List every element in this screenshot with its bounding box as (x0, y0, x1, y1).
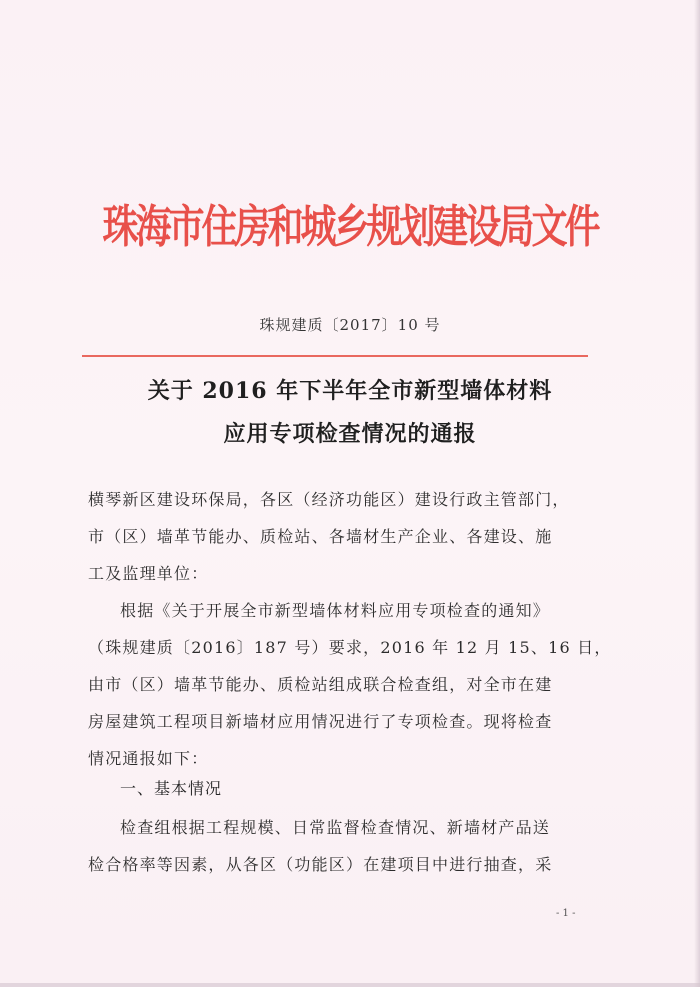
body-paragraph-2-line-2: 检合格率等因素，从各区（功能区）在建项目中进行抽查，采 (88, 855, 553, 874)
red-separator-line (82, 355, 588, 357)
body-line-recipients-2: 市（区）墙革节能办、质检站、各墙材生产企业、各建设、施 (88, 527, 553, 546)
body-paragraph-1-line-3: 由市（区）墙革节能办、质检站组成联合检查组，对全市在建 (88, 675, 553, 694)
page-bottom-shadow (0, 983, 700, 987)
body-paragraph-1-line-4: 房屋建筑工程项目新墙材应用情况进行了专项检查。现将检查 (88, 712, 553, 731)
body-paragraph-1-line-2: （珠规建质〔2016〕187 号）要求，2016 年 12 月 15、16 日， (88, 638, 612, 657)
body-paragraph-1-line-1: 根据《关于开展全市新型墙体材料应用专项检查的通知》 (120, 601, 551, 620)
document-title-line-2: 应用专项检查情况的通报 (223, 421, 477, 447)
body-line-recipients-3: 工及监理单位： (88, 564, 209, 583)
section-heading-basic-situation: 一、基本情况 (120, 779, 223, 798)
issuer-masthead: 珠海市住房和城乡规划建设局文件 (102, 200, 598, 254)
body-line-recipients-1: 横琴新区建设环保局，各区（经济功能区）建设行政主管部门， (88, 490, 570, 509)
document-number: 珠规建质〔2017〕10 号 (259, 316, 441, 334)
body-paragraph-2-line-1: 检查组根据工程规模、日常监督检查情况、新墙材产品送 (120, 818, 551, 837)
body-paragraph-1-line-5: 情况通报如下： (88, 749, 209, 768)
page-number: - 1 - (556, 908, 576, 919)
page-edge-shadow (694, 0, 700, 987)
document-title-line-1: 关于 2016 年下半年全市新型墙体材料 (147, 378, 553, 404)
